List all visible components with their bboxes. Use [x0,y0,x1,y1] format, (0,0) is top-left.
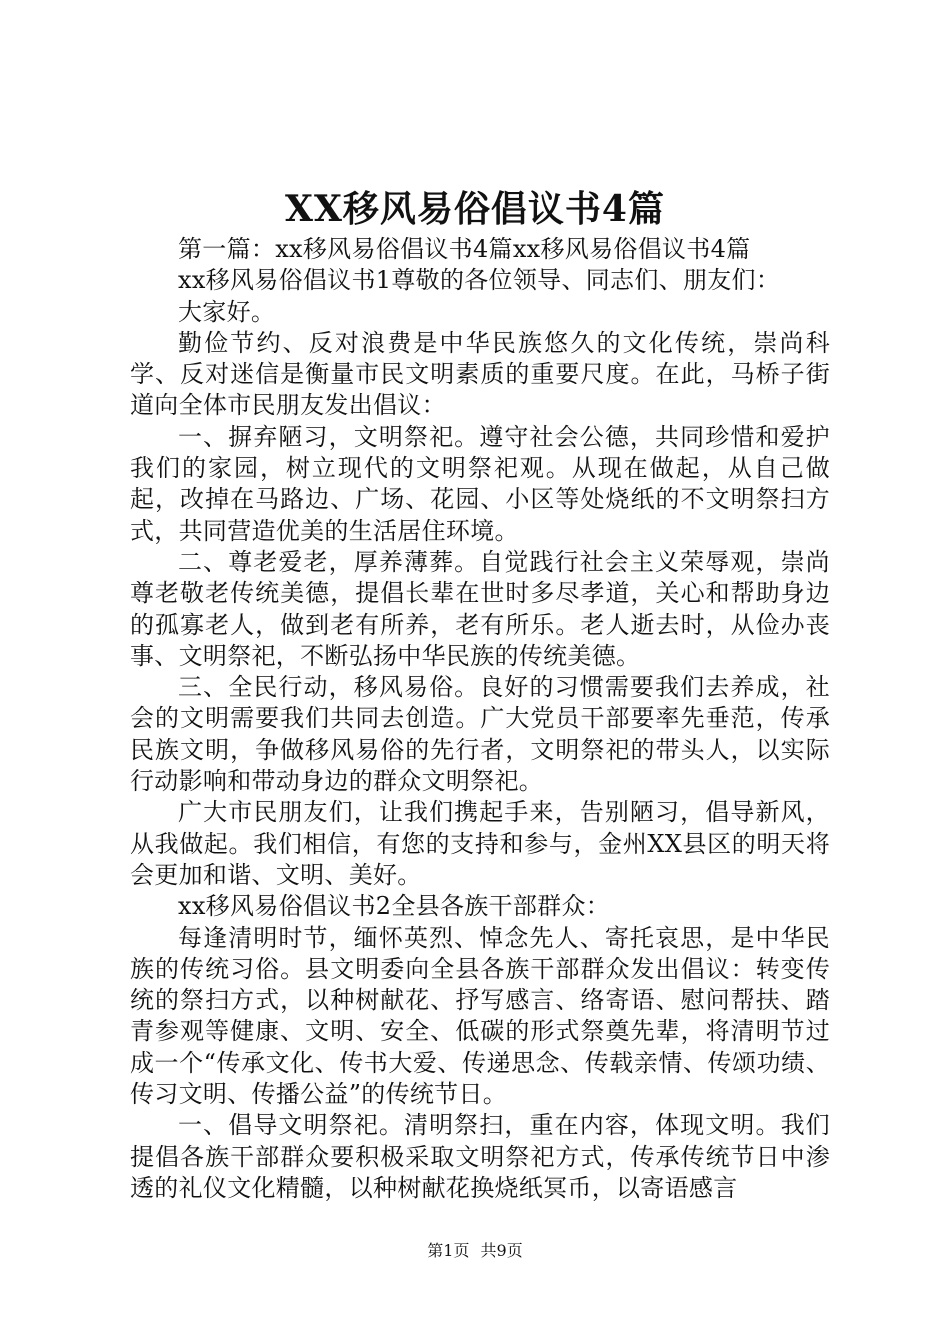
paragraph: 一、倡导文明祭祀。清明祭扫，重在内容，体现文明。我们提倡各族干部群众要积极采取文明祭祀方式，传承传统节日中渗透的礼仪文化精髓，以种树献花换烧纸冥币，以寄语感言 [130,1111,830,1202]
paragraph: xx移风易俗倡议书1尊敬的各位领导、同志们、朋友们： [178,266,781,295]
paragraph: 大家好。 [178,297,276,326]
paragraph: 勤俭节约、反对浪费是中华民族悠久的文化传统，崇尚科学、反对迷信是衡量市民文明素质的重要尺度。在此，马桥子街道向全体市民朋友发出倡议： [130,328,830,420]
document-title: XX移风易俗倡议书4篇 [285,188,665,230]
paragraph: xx移风易俗倡议书2全县各族干部群众： [178,892,611,921]
page-total: 共9页 [480,1241,523,1260]
paragraph: 第一篇：xx移风易俗倡议书4篇xx移风易俗倡议书4篇 [178,235,751,263]
document-body [130,234,830,1204]
page-number: 第1页 [427,1241,470,1260]
paragraph: 三、全民行动，移风易俗。良好的习惯需要我们去养成，社会的文明需要我们共同去创造。广大党员干部要率先垂范，传承民族文明，争做移风易俗的先行者，文明祭祀的带头人，以实际行动影响和带动身边的群众文明祭祀。 [130,673,830,796]
paragraph: 广大市民朋友们，让我们携起手来，告别陋习，倡导新风，从我做起。我们相信，有您的支持和参与，金州XX县区的明天将会更加和谐、文明、美好。 [130,798,830,889]
paragraph: 每逢清明时节，缅怀英烈、悼念先人、寄托哀思，是中华民族的传统习俗。县文明委向全县各族干部群众发出倡议：转变传统的祭扫方式，以种树献花、抒写感言、络寄语、慰问帮扶、踏青参观等健康、文明、安全、低碳的形式祭奠先辈，将清明节过成一个“传承文化、传书大爱、传递思念、传载亲情、传颂功绩、传习文明、传播公益”的传统节日。 [130,923,830,1109]
paragraph: 一、摒弃陋习，文明祭祀。遵守社会公德，共同珍惜和爱护我们的家园，树立现代的文明祭祀观。从现在做起，从自己做起，改掉在马路边、广场、花园、小区等处烧纸的不文明祭扫方式，共同营造优美的生活居住环境。 [130,422,830,545]
page-footer [0,1240,950,1262]
paragraph: 二、尊老爱老，厚养薄葬。自觉践行社会主义荣辱观，崇尚尊老敬老传统美德，提倡长辈在世时多尽孝道，关心和帮助身边的孤寡老人，做到老有所养，老有所乐。老人逝去时，从俭办丧事、文明祭祀，不断弘扬中华民族的传统美德。 [130,547,830,670]
